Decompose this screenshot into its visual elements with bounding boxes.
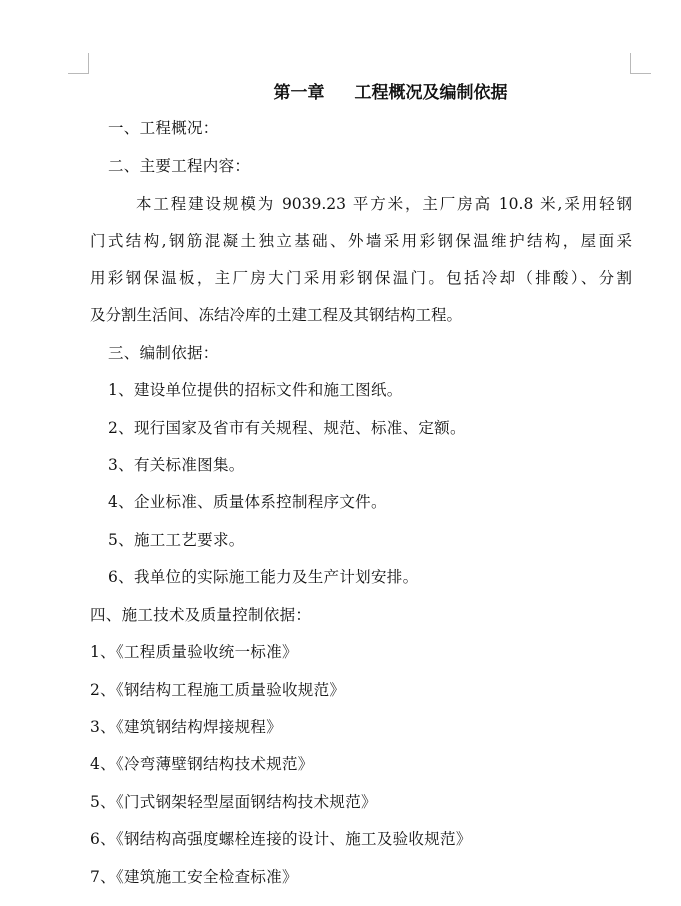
basis-item: 6、我单位的实际施工能力及生产计划安排。 [108, 568, 419, 586]
section-main-content-heading: 二、主要工程内容： [108, 157, 251, 175]
paragraph-line: 及分割生活间、冻结冷库的土建工程及其钢结构工程。 [90, 306, 463, 324]
section-basis-heading: 三、编制依据： [108, 344, 219, 362]
tech-item: 5、《门式钢架轻型屋面钢结构技术规范》 [90, 793, 377, 811]
section-overview-heading: 一、工程概况： [108, 119, 219, 137]
tech-item: 3、《建筑钢结构焊接规程》 [90, 718, 283, 736]
paragraph-line: 本工程建设规模为 9039.23 平方米，主厂房高 10.8 米,采用轻钢 [136, 195, 632, 213]
tech-item: 1、《工程质量验收统一标准》 [90, 643, 298, 661]
section-tech-heading: 四、施工技术及质量控制依据： [90, 606, 312, 624]
paragraph-line: 用彩钢保温板，主厂房大门采用彩钢保温门。包括冷却（排酸）、分割 [90, 269, 632, 287]
chapter-heading: 工程概况及编制依据 [354, 83, 508, 103]
page-corner-mark-right [630, 53, 651, 74]
tech-item: 6、《钢结构高强度螺栓连接的设计、施工及验收规范》 [90, 830, 472, 848]
chapter-number: 第一章 [273, 83, 325, 103]
basis-item: 4、企业标准、质量体系控制程序文件。 [108, 493, 387, 511]
basis-item: 3、有关标准图集。 [108, 456, 245, 474]
page-corner-mark-left [68, 53, 89, 74]
tech-item: 7、《建筑施工安全检查标准》 [90, 868, 298, 886]
basis-item: 5、施工工艺要求。 [108, 531, 245, 549]
tech-item: 4、《冷弯薄壁钢结构技术规范》 [90, 755, 314, 773]
tech-item: 2、《钢结构工程施工质量验收规范》 [90, 681, 346, 699]
basis-item: 1、建设单位提供的招标文件和施工图纸。 [108, 381, 403, 399]
basis-item: 2、现行国家及省市有关规程、规范、标准、定额。 [108, 419, 466, 437]
chapter-title [0, 82, 681, 104]
paragraph-line: 门式结构,钢筋混凝土独立基础、外墙采用彩钢保温维护结构，屋面采 [90, 232, 632, 250]
